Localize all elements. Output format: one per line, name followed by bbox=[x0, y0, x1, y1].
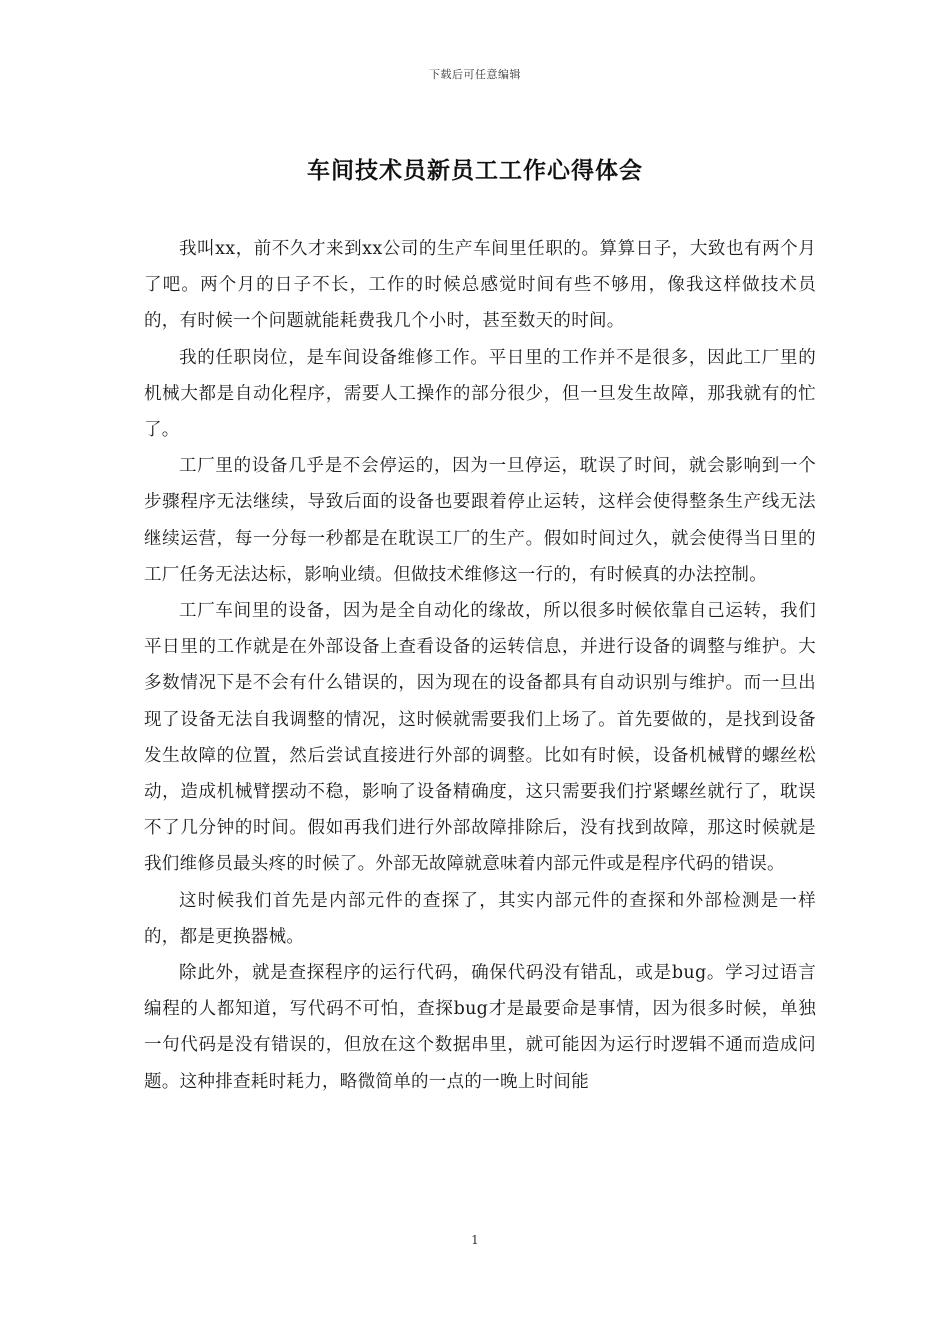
document-title: 车间技术员新员工工作心得体会 bbox=[307, 157, 643, 184]
paragraph: 工厂车间里的设备，因为是全自动化的缘故，所以很多时候依靠自己运转，我们平日里的工作就是在外部设备上查看设备的运转信息，并进行设备的调整与维护。大多数情况下是不会有什么错误的，因为现在的设备都具有自动识别与维护。而一旦出现了设备无法自我调整的情况，这时候就需要我们上场了。首先要做的，是找到设备发生故障的位置，然后尝试直接进行外部的调整。比如有时候，设备机械臂的螺丝松动，造成机械臂摆动不稳，影响了设备精确度，这只需要我们拧紧螺丝就行了，耽误不了几分钟的时间。假如再我们进行外部故障排除后，没有找到故障，那这时候就是我们维修员最头疼的时候了。外部无故障就意味着内部元件或是程序代码的错误。 bbox=[144, 601, 816, 875]
page-number: 1 bbox=[471, 1233, 479, 1247]
paragraph: 除此外，就是查探程序的运行代码，确保代码没有错乱，或是bug。学习过语言编程的人都知道，写代码不可怕，查探bug才是最要命是事情，因为很多时候，单独一句代码是没有错误的，但放在这个数据串里，就可能因为运行时逻辑不通而造成问题。这种排查耗时耗力，略微简单的一点的一晚上时间能 bbox=[144, 963, 816, 1092]
paragraph: 这时候我们首先是内部元件的查探了，其实内部元件的查探和外部检测是一样的，都是更换器械。 bbox=[144, 890, 816, 947]
paragraph: 我叫xx，前不久才来到xx公司的生产车间里任职的。算算日子，大致也有两个月了吧。两个月的日子不长，工作的时候总感觉时间有些不够用，像我这样做技术员的，有时候一个问题就能耗费我几个小时，甚至数天的时间。 bbox=[144, 239, 816, 332]
header-note: 下载后可任意编辑 bbox=[429, 68, 521, 81]
document-body bbox=[144, 231, 816, 1100]
paragraph: 我的任职岗位，是车间设备维修工作。平日里的工作并不是很多，因此工厂里的机械大都是自动化程序，需要人工操作的部分很少，但一旦发生故障，那我就有的忙了。 bbox=[144, 347, 816, 441]
paragraph: 工厂里的设备几乎是不会停运的，因为一旦停运，耽误了时间，就会影响到一个步骤程序无法继续，导致后面的设备也要跟着停止运转，这样会使得整条生产线无法继续运营，每一分每一秒都是在耽误工厂的生产。假如时间过久，就会使得当日里的工厂任务无法达标，影响业绩。但做技术维修这一行的，有时候真的办法控制。 bbox=[144, 456, 816, 585]
